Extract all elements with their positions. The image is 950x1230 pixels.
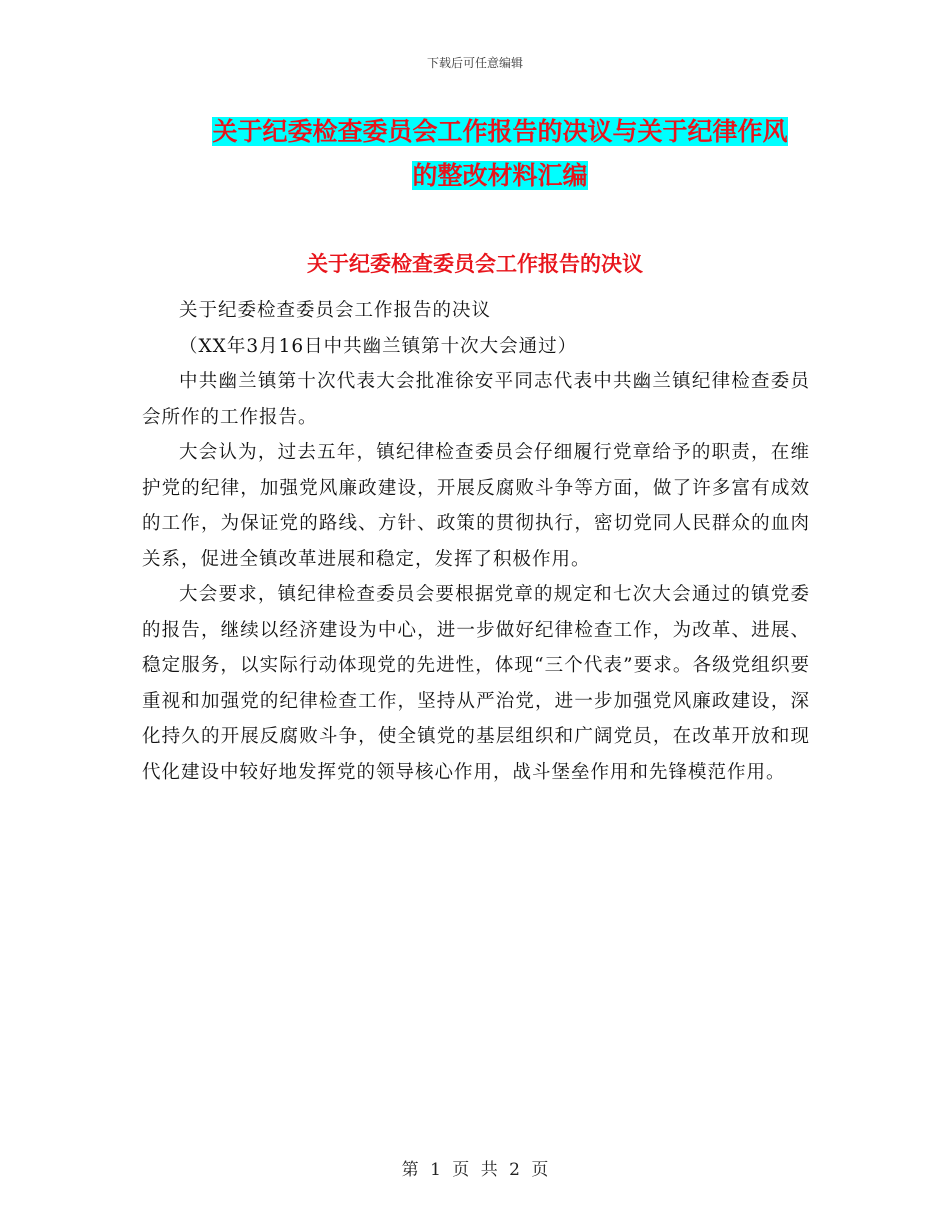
- document-title-line-1: 关于纪委检查委员会工作报告的决议与关于纪律作风: [212, 117, 788, 146]
- paragraph-subtitle: 关于纪委检查委员会工作报告的决议: [179, 300, 492, 321]
- document-title-line-2: 的整改材料汇编: [412, 161, 588, 190]
- paragraph: 大会要求，镇纪律检查委员会要根据党章的规定和七次大会通过的镇党委的报告，继续以经济建设为中心，进一步做好纪律检查工作，为改革、进展、稳定服务，以实际行动体现党的先进性，体现“三个代表”要求。各级党组织要重视和加强党的纪律检查工作，坚持从严治党，进一步加强党风廉政建设，深化持久的开展反腐败斗争，使全镇党的基层组织和广阔党员，在改革开放和现代化建设中较好地发挥党的领导核心作用，战斗堡垒作用和先锋模范作用。: [142, 584, 810, 783]
- document-body: [142, 293, 810, 790]
- header-note: 下载后可任意编辑: [426, 56, 523, 70]
- document-title: [140, 110, 860, 198]
- page-footer: 第 1 页 共 2 页: [401, 1160, 549, 1180]
- paragraph-date-note: （XX年3月16日中共幽兰镇第十次大会通过）: [179, 335, 578, 357]
- section-title: 关于纪委检查委员会工作报告的决议: [307, 252, 643, 276]
- paragraph: 中共幽兰镇第十次代表大会批准徐安平同志代表中共幽兰镇纪律检查委员会所作的工作报告。: [142, 371, 810, 428]
- paragraph: 大会认为，过去五年，镇纪律检查委员会仔细履行党章给予的职责，在维护党的纪律，加强党风廉政建设，开展反腐败斗争等方面，做了许多富有成效的工作，为保证党的路线、方针、政策的贯彻执行，密切党同人民群众的血肉关系，促进全镇改革进展和稳定，发挥了积极作用。: [142, 442, 810, 570]
